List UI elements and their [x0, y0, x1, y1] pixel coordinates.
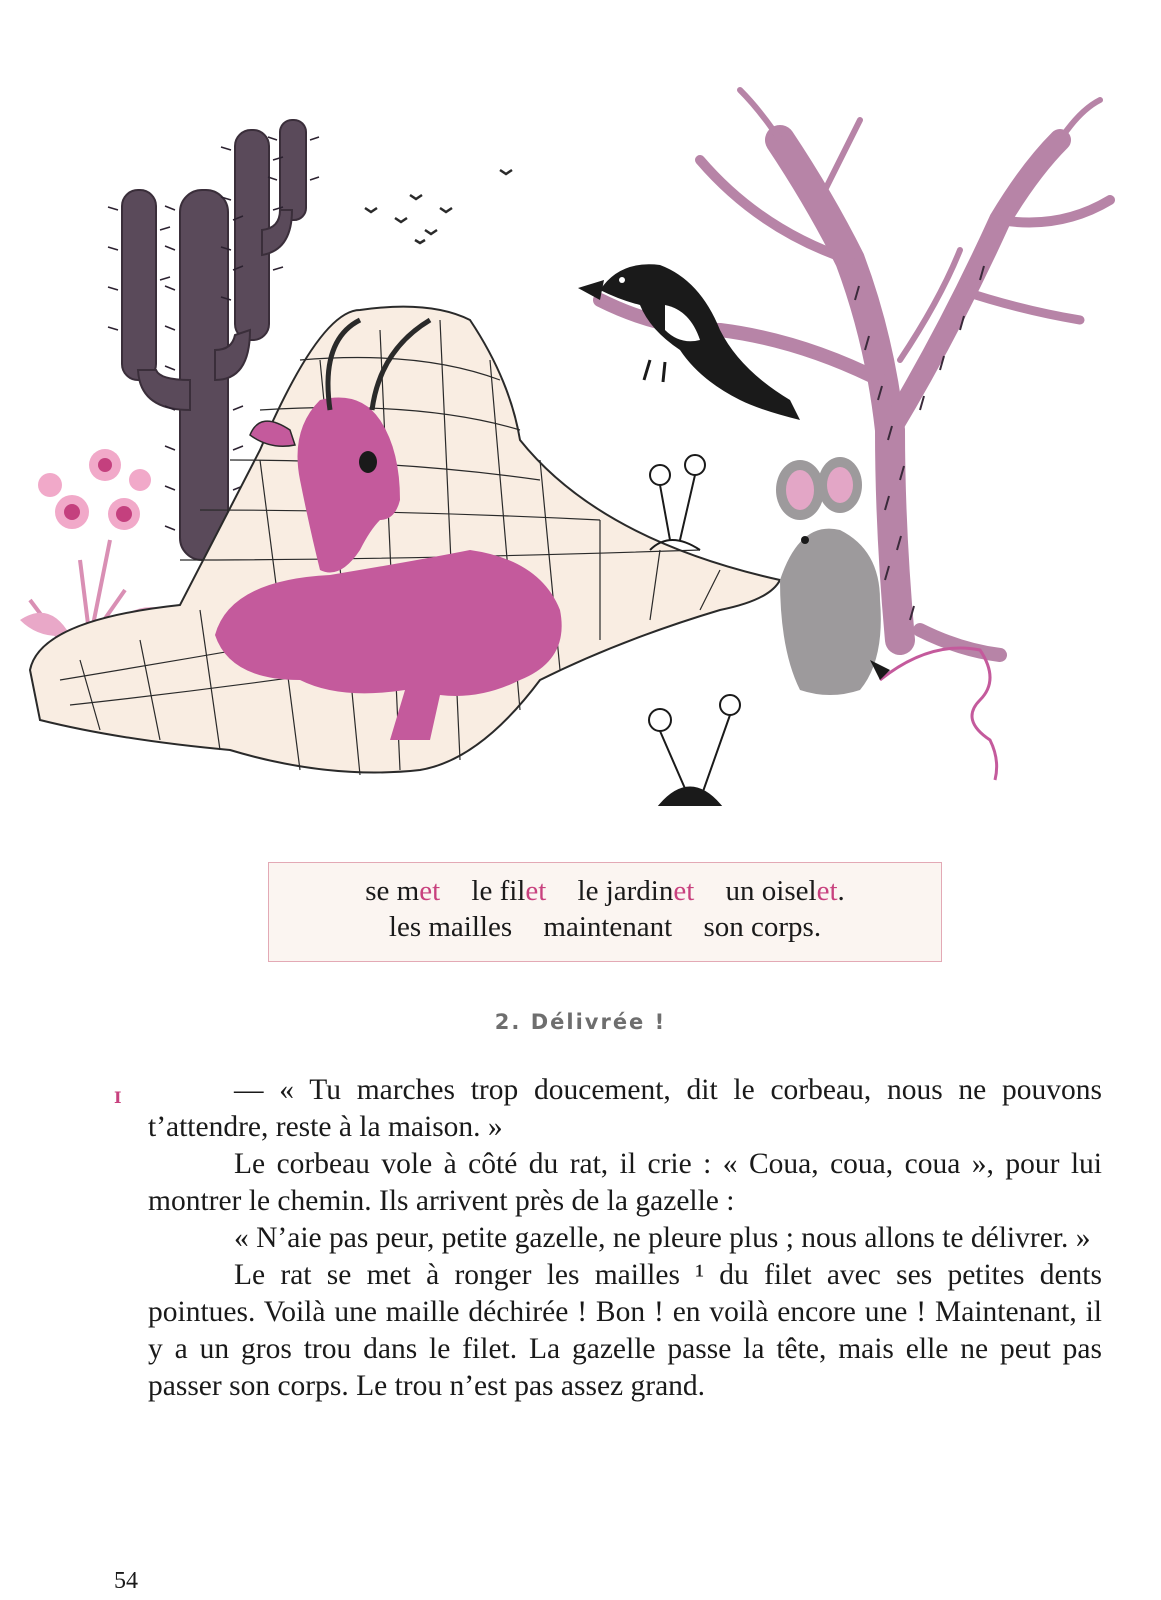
paragraph: — « Tu marches trop doucement, dit le corbeau, nous ne pouvons t’attendre, reste à la maison. » [148, 1074, 1102, 1143]
vocab-word: son corps. [703, 911, 822, 943]
vocab-word: le filet [471, 875, 547, 907]
paragraph: Le rat se met à ronger les mailles ¹ du filet avec ses petites dents pointues. Voilà une maille déchirée ! Bon ! en voilà encore une ! Maintenant, il y a un gros trou dans le filet. La gazelle passe la tête, mais elle ne peut pas passer son corps. Le trou n’est pas assez grand. [148, 1259, 1102, 1402]
vocabulary-box [268, 862, 942, 962]
daisies [649, 455, 740, 805]
vocab-word: les mailles [388, 911, 513, 943]
story-illustration [0, 80, 1161, 840]
page-number: 54 [114, 1568, 138, 1594]
vocabulary-line-1 [269, 873, 941, 909]
paragraph: Le corbeau vole à côté du rat, il crie : « Coua, coua, coua », pour lui montrer le chemin. Ils arrivent près de la gazelle : [148, 1148, 1102, 1217]
vocab-word: maintenant [543, 911, 673, 943]
section-heading: 2. Délivrée ! [494, 1010, 667, 1034]
paragraph: « N’aie pas peur, petite gazelle, ne pleure plus ; nous allons te délivrer. » [234, 1222, 1091, 1254]
birds-flock [365, 170, 512, 243]
story-text [148, 1072, 1102, 1405]
vocab-word: le jardinet [577, 875, 695, 907]
vocabulary-line-2 [269, 909, 941, 945]
vocab-word: se met [365, 875, 441, 907]
vocab-word: un oiselet. [725, 875, 845, 907]
paragraph-marker: I [114, 1088, 122, 1107]
